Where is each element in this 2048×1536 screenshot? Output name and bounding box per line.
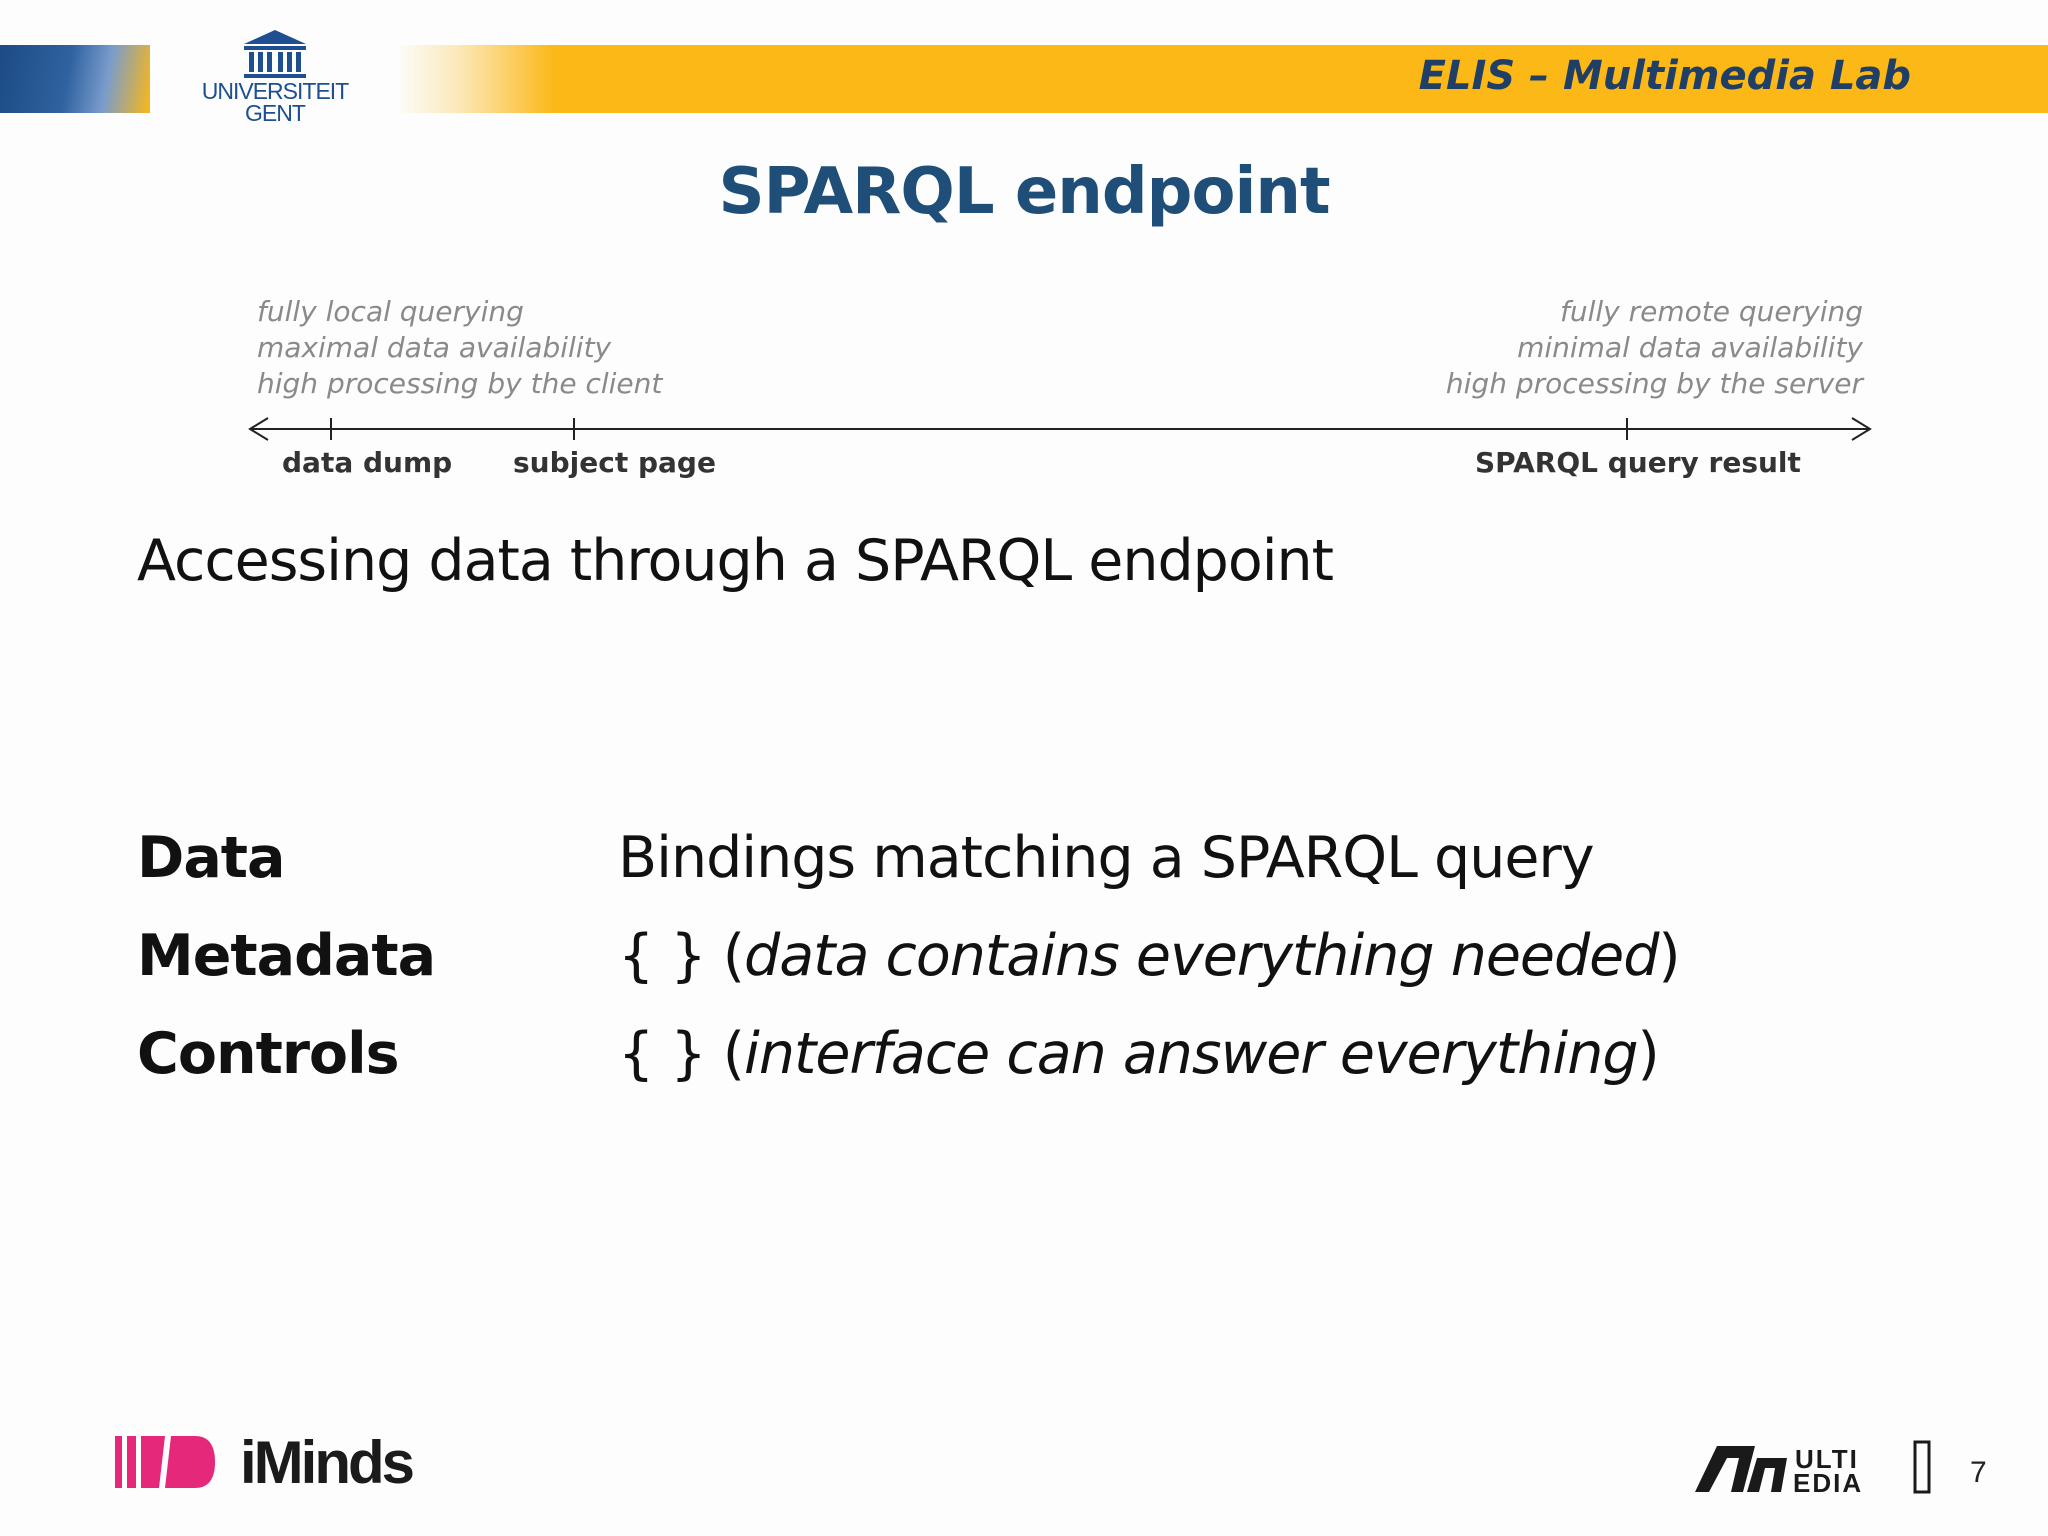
page-number: 7 <box>1970 1456 1987 1489</box>
slide-subtitle: Accessing data through a SPARQL endpoint <box>137 528 1334 594</box>
spectrum-note: maximal data availability <box>257 331 612 364</box>
spectrum-note: fully local querying <box>257 295 524 328</box>
row-key-data: Data <box>137 825 285 891</box>
value-suffix: ) <box>1637 1021 1659 1087</box>
header-fade <box>395 45 555 113</box>
spectrum-note: high processing by the server <box>1445 367 1863 400</box>
row-key-metadata: Metadata <box>137 923 436 989</box>
spectrum-label-subject-page: subject page <box>513 446 716 479</box>
value-italic: interface can answer everything <box>744 1021 1638 1087</box>
spectrum-left-notes <box>257 294 662 402</box>
spectrum-note: minimal data availability <box>1517 331 1863 364</box>
value-suffix: ) <box>1658 923 1680 989</box>
spectrum-axis <box>240 410 1880 450</box>
spectrum-note: fully remote querying <box>1559 295 1863 328</box>
university-name-line2: GENT <box>245 100 305 126</box>
value-prefix: { } ( <box>618 1021 745 1087</box>
spectrum-right-notes <box>1446 294 1863 402</box>
ugent-logo <box>200 28 350 138</box>
header-decorative-art <box>0 45 150 113</box>
value-prefix: { } ( <box>618 923 745 989</box>
spectrum-note: high processing by the client <box>257 367 663 400</box>
iminds-wordmark: iMinds <box>240 1429 412 1496</box>
spectrum-label-data-dump: data dump <box>282 446 453 479</box>
building-icon <box>240 28 310 80</box>
row-value-controls <box>618 1021 1659 1087</box>
svg-text:EDIA: EDIA <box>1793 1468 1864 1498</box>
slide-title: SPARQL endpoint <box>718 155 1330 229</box>
lab-title: ELIS – Multimedia Lab <box>1418 53 1911 99</box>
multimedia-lab-logo-icon <box>1695 1438 1935 1498</box>
spectrum-label-sparql-query-result: SPARQL query result <box>1475 446 1801 479</box>
value-italic: data contains everything needed <box>744 923 1659 989</box>
row-value-data: Bindings matching a SPARQL query <box>618 825 1594 891</box>
svg-text:ULTI: ULTI <box>1795 1444 1859 1474</box>
row-key-controls: Controls <box>137 1021 399 1087</box>
university-name-line1: UNIVERSITEIT <box>201 78 349 104</box>
row-value-metadata <box>618 923 1680 989</box>
iminds-logo-icon <box>115 1432 235 1492</box>
